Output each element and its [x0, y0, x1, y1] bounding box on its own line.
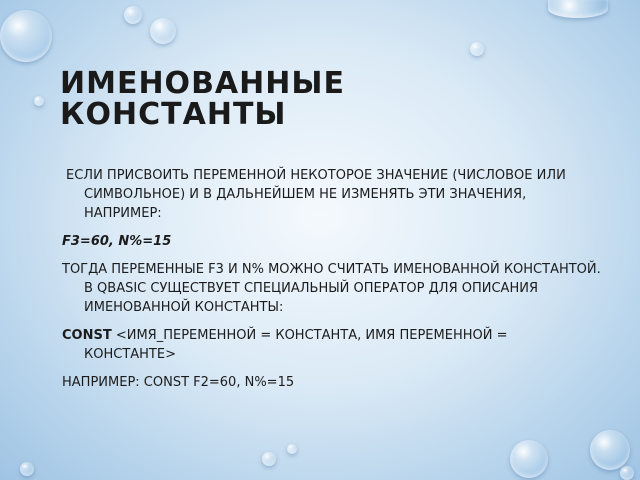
title-line: ИМЕНОВАННЫЕ	[60, 66, 345, 101]
water-drop-decoration	[287, 444, 297, 454]
water-drop-decoration	[590, 430, 630, 470]
water-drop-decoration	[470, 42, 484, 56]
paragraph-example-code: НАПРИМЕР: CONST F2=60, N%=15	[62, 375, 295, 390]
const-keyword: CONST	[62, 328, 112, 343]
paragraph-intro: ЕСЛИ ПРИСВОИТЬ ПЕРЕМЕННОЙ НЕКОТОРОЕ ЗНАЧЕНИЕ (ЧИСЛОВОЕ ИЛИ СИМВОЛЬНОЕ) И В ДАЛЬНЕЙШЕМ НЕ ИЗМЕНЯТЬ ЭТИ ЗНАЧЕНИЯ, НАПРИМЕР:	[66, 168, 566, 221]
paragraph-example-values: F3=60, N%=15	[62, 234, 172, 249]
water-drop-decoration	[262, 452, 276, 466]
title-line: КОНСТАНТЫ	[60, 97, 287, 132]
water-drop-decoration	[510, 440, 548, 478]
water-drop-decoration	[150, 18, 176, 44]
paragraph-const-syntax	[62, 326, 602, 364]
paragraph-explanation: ТОГДА ПЕРЕМЕННЫЕ F3 И N% МОЖНО СЧИТАТЬ ИМЕНОВАННОЙ КОНСТАНТОЙ. В QBASIC СУЩЕСТВУЕТ СПЕЦИАЛЬНЫЙ ОПЕРАТОР ДЛЯ ОПИСАНИЯ ИМЕНОВАННОЙ КОНСТАНТЫ:	[62, 262, 601, 315]
slide-title	[60, 68, 500, 130]
water-drop-decoration	[620, 466, 634, 480]
water-drop-decoration	[0, 10, 52, 62]
water-drop-decoration	[548, 0, 608, 18]
water-drop-decoration	[34, 96, 44, 106]
water-drop-decoration	[124, 6, 142, 24]
const-syntax-text: <ИМЯ_ПЕРЕМЕННОЙ = КОНСТАНТА, ИМЯ ПЕРЕМЕННОЙ = КОНСТАНТЕ>	[84, 328, 508, 362]
slide-body	[62, 166, 602, 401]
water-drop-decoration	[20, 462, 34, 476]
